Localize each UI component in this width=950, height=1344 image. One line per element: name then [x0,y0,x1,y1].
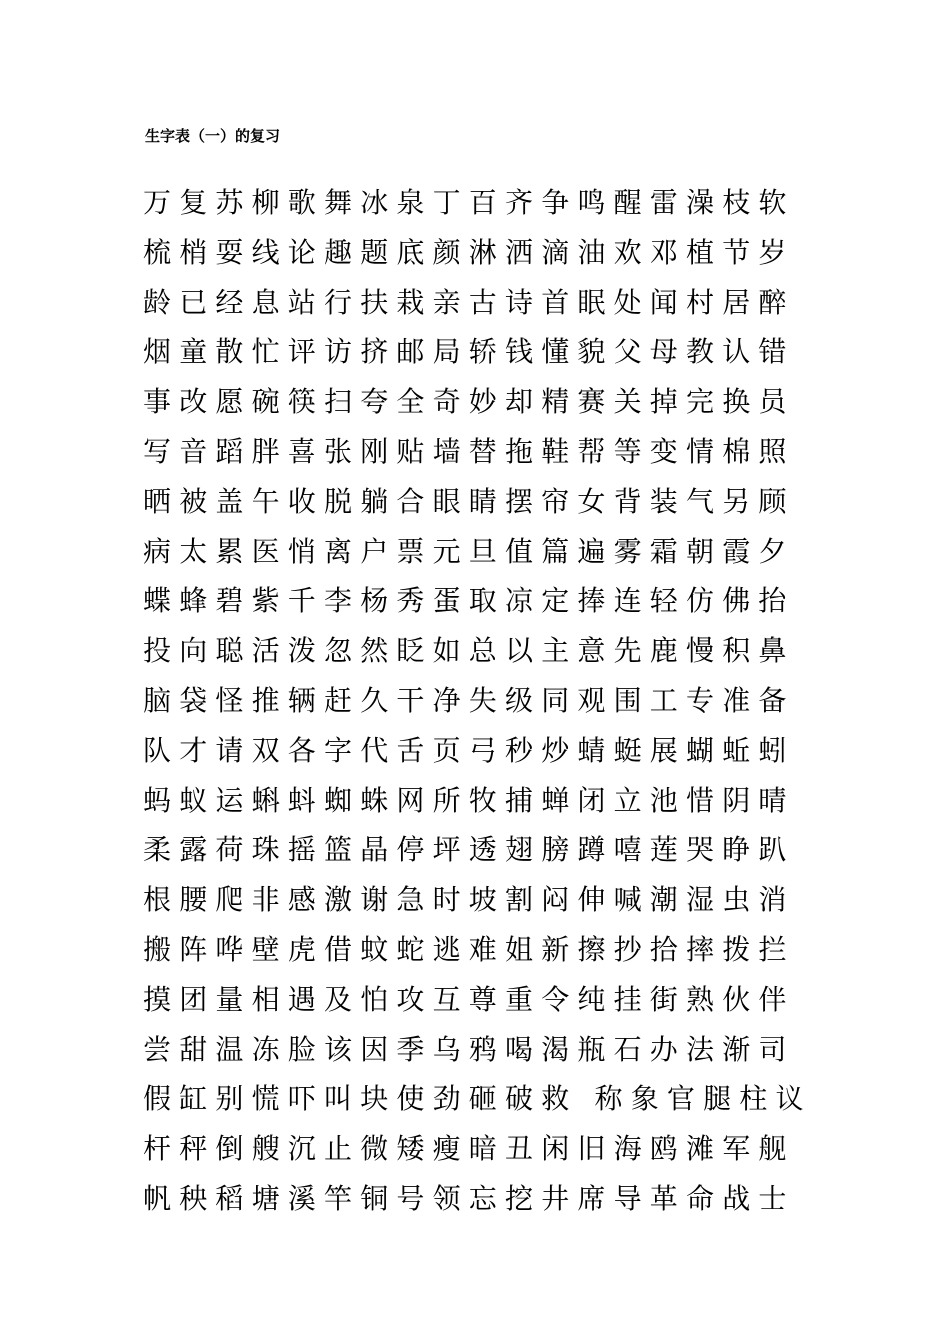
character-grid [143,178,823,1224]
character-row: 蚂蚁运蝌蚪蜘蛛网所牧捕蝉闭立池惜阴晴 [143,783,795,817]
character-row: 晒被盖午收脱躺合眼睛摆帘女背装气另顾 [143,484,795,518]
character-row: 烟童散忙评访挤邮局轿钱懂貌父母教认错 [143,335,795,369]
character-row: 柔露荷珠摇篮晶停坪透翅膀蹲嘻莲哭睁趴 [143,833,795,867]
character-row: 万复苏柳歌舞冰泉丁百齐争鸣醒雷澡枝软 [143,186,795,219]
character-row: 病太累医悄离户票元旦值篇遍雾霜朝霞夕 [143,534,795,568]
character-row: 投向聪活泼忽然眨如总以主意先鹿慢积鼻 [143,634,795,668]
character-row: 搬阵哗壁虎借蚊蛇逃难姐新擦抄拾摔拨拦 [143,932,795,966]
character-row: 写音蹈胖喜张刚贴墙替拖鞋帮等变情棉照 [143,434,795,468]
character-row: 尝甜温冻脸该因季乌鸦喝渴瓶石办法渐司 [143,1032,795,1066]
character-row: 脑袋怪推辆赶久干净失级同观围工专准备 [143,683,795,717]
character-row: 假缸别慌吓叫块使劲砸破救 称象官腿柱议 [143,1082,812,1116]
character-row: 蝶蜂碧紫千李杨秀蛋取凉定捧连轻仿佛抬 [143,584,795,618]
character-row: 根腰爬非感激谢急时坡割闷伸喊潮湿虫消 [143,883,795,917]
character-row: 事改愿碗筷扫夸全奇妙却精赛关掉完换员 [143,385,795,419]
character-row: 队才请双各字代舌页弓秒炒蜻蜓展蝴蚯蚓 [143,733,795,767]
character-row: 梳梢耍线论趣题底颜淋洒滴油欢邓植节岁 [143,235,795,269]
character-row: 龄已经息站行扶栽亲古诗首眠处闻村居醉 [143,285,795,319]
character-row: 帆秧稻塘溪竿铜号领忘挖井席导革命战士 [143,1181,795,1215]
document-title: 生字表（一）的复习 [145,127,281,145]
character-row: 摸团量相遇及怕攻互尊重令纯挂街熟伙伴 [143,982,795,1016]
character-row: 杆秤倒艘沉止微矮瘦暗丑闲旧海鸥滩军舰 [143,1132,795,1166]
